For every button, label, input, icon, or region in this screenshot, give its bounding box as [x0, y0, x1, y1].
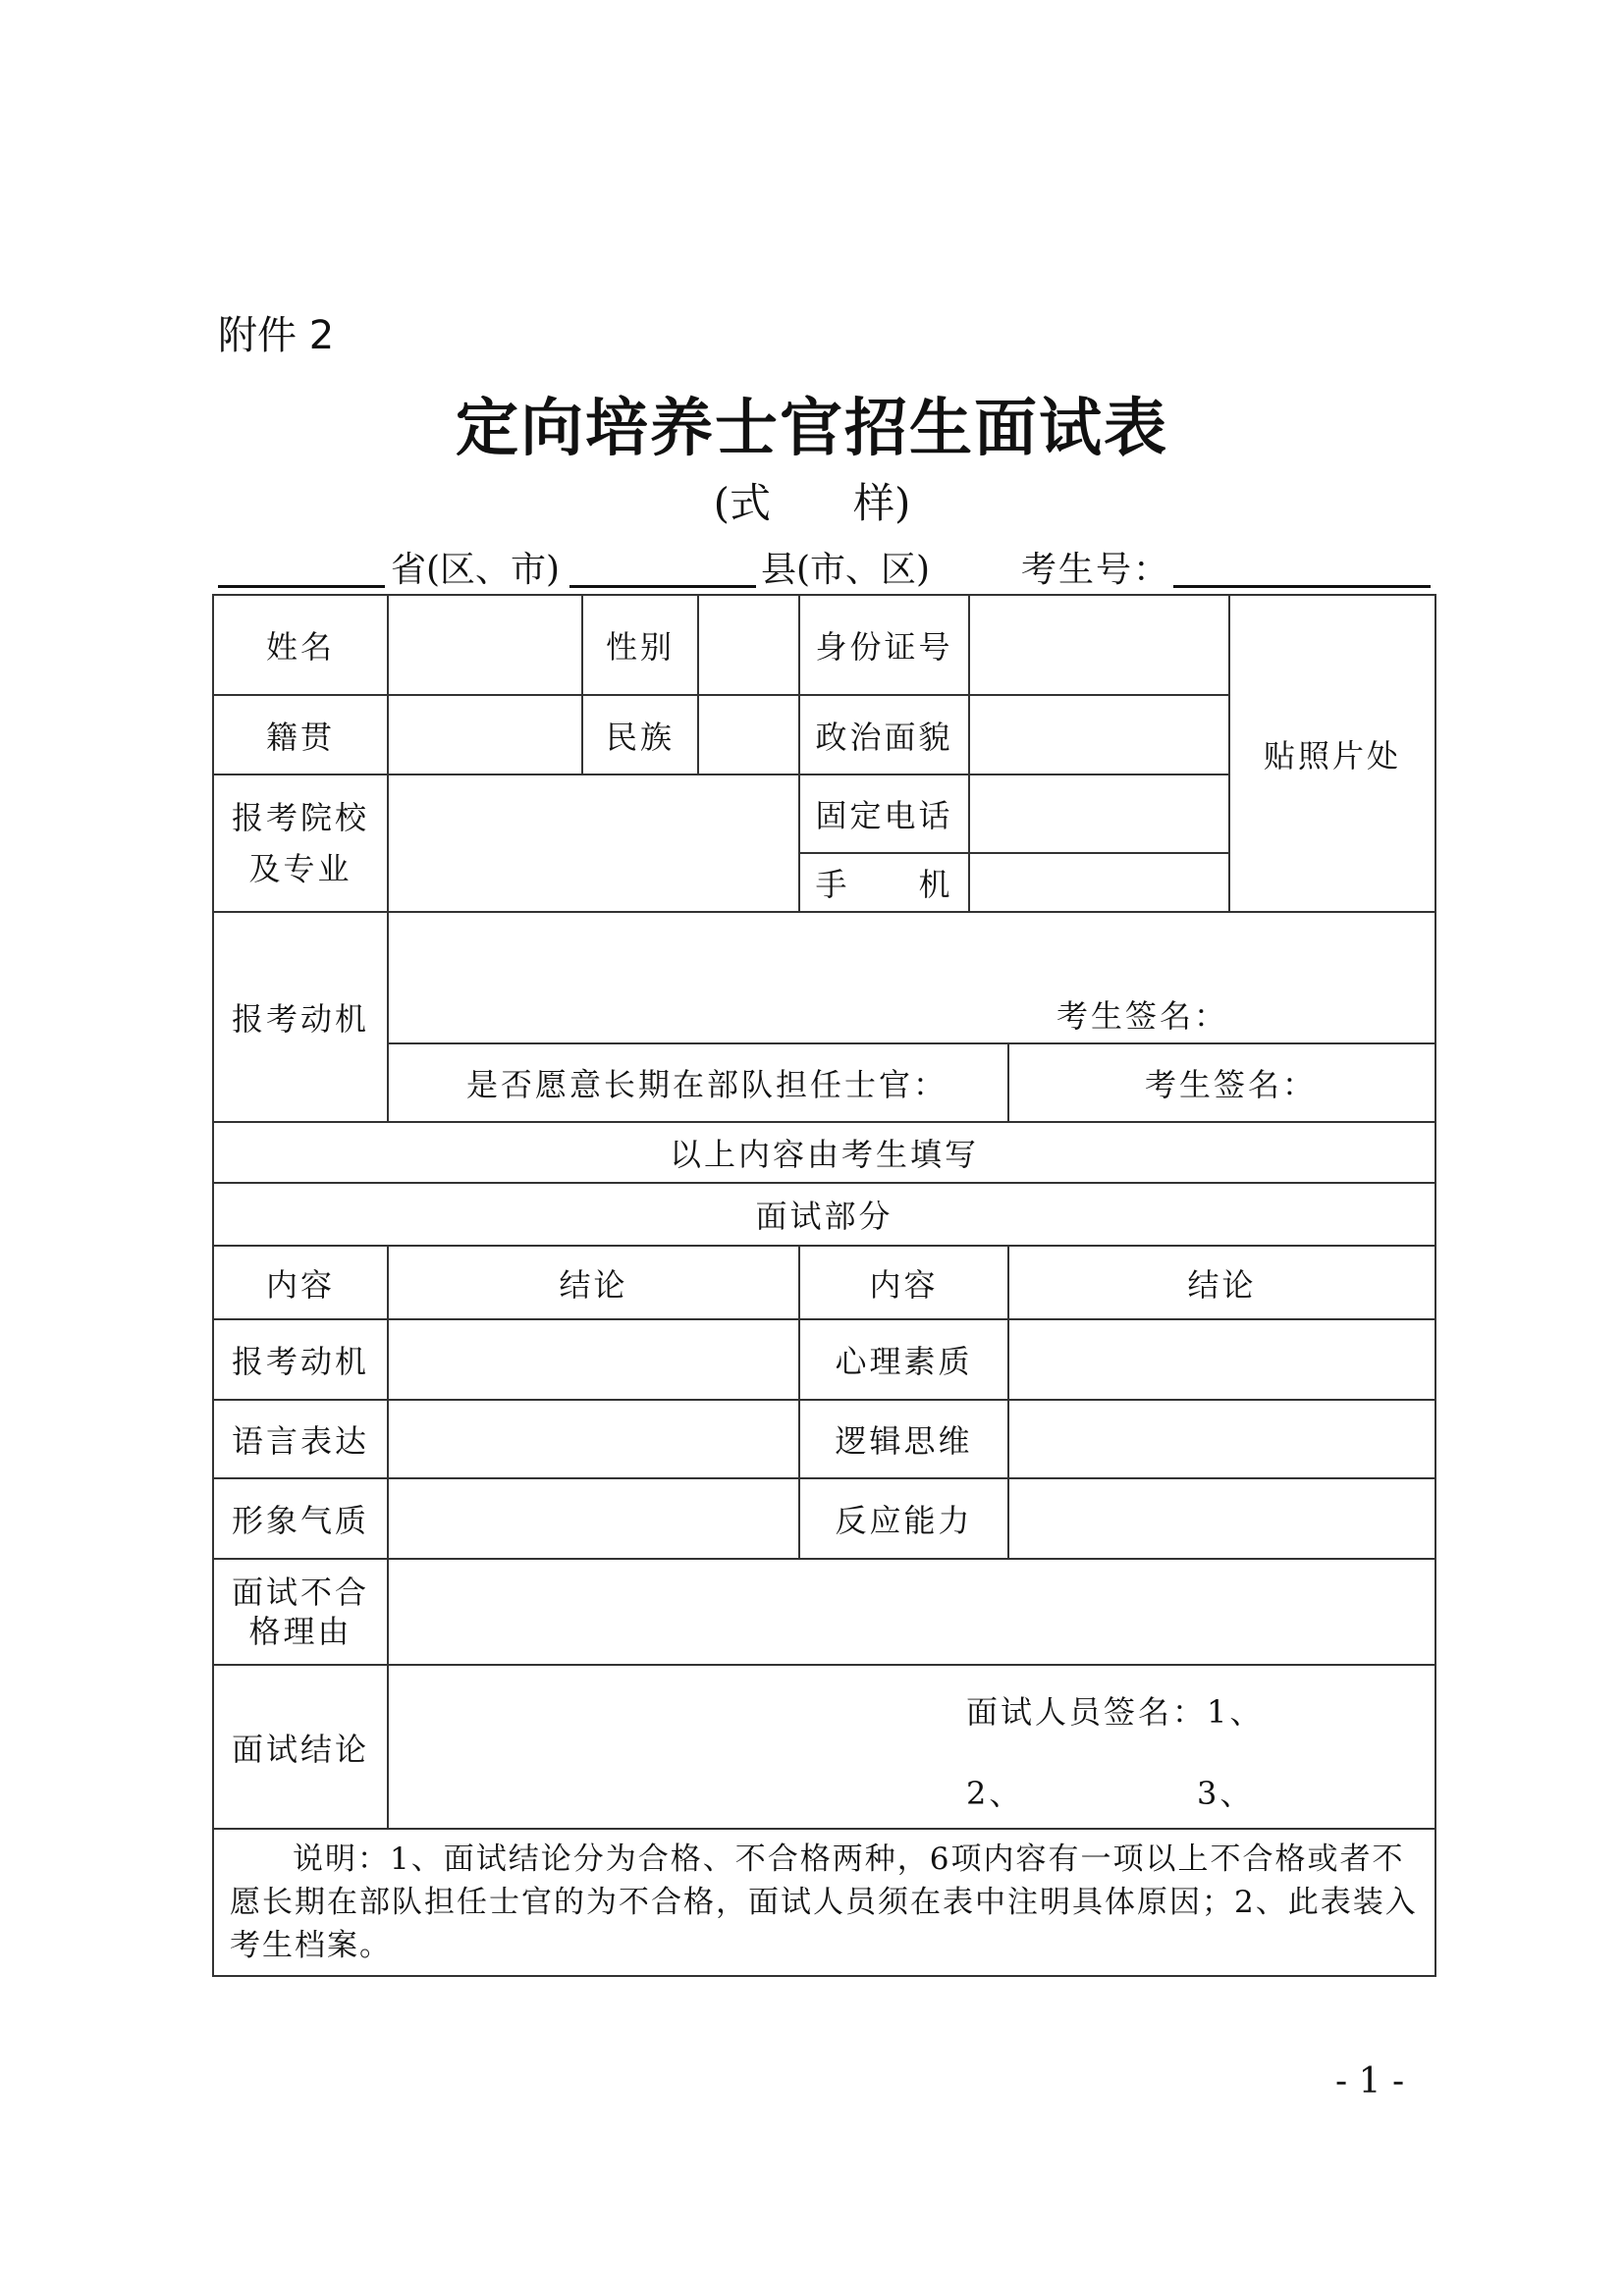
- page-title: 定向培养士官招生面试表: [456, 393, 1168, 465]
- fail-reason-line2: 格理由: [248, 1613, 352, 1650]
- native-place-field[interactable]: [388, 695, 582, 774]
- candidate-signature2-label: 考生签名：: [1008, 1043, 1435, 1122]
- interview-form-table: [212, 594, 1436, 1977]
- interviewer-signature-label: 面试人员签名：1、: [966, 1693, 1265, 1731]
- filled-by-candidate-note: 以上内容由考生填写: [213, 1122, 1435, 1183]
- item-reaction-field[interactable]: [1008, 1478, 1435, 1559]
- landline-field[interactable]: [969, 774, 1229, 853]
- school-label-line2: 及专业: [248, 850, 352, 887]
- school-label: [213, 774, 388, 912]
- item-motivation-field[interactable]: [388, 1319, 799, 1400]
- province-blank[interactable]: [218, 585, 385, 588]
- exam-no-label: 考生号：: [1021, 550, 1171, 590]
- willing-long-term-label: 是否愿意长期在部队担任士官：: [388, 1043, 1008, 1122]
- item-language-label: 语言表达: [213, 1400, 388, 1478]
- photo-area: 贴照片处: [1229, 595, 1435, 912]
- item-psychology-label: 心理素质: [799, 1319, 1008, 1400]
- motivation-label: 报考动机: [213, 912, 388, 1122]
- conclusion-header: 结论: [388, 1246, 799, 1319]
- item-logic-label: 逻辑思维: [799, 1400, 1008, 1478]
- county-blank[interactable]: [569, 585, 756, 588]
- item-logic-field[interactable]: [1008, 1400, 1435, 1478]
- exam-no-blank[interactable]: [1173, 585, 1431, 588]
- attachment-label: 附件 2: [218, 313, 335, 358]
- motivation-field[interactable]: [388, 912, 1435, 1043]
- fail-reason-field[interactable]: [388, 1559, 1435, 1665]
- content-header-2: 内容: [799, 1246, 1008, 1319]
- political-status-field[interactable]: [969, 695, 1229, 774]
- id-number-label: 身份证号: [799, 595, 969, 695]
- item-reaction-label: 反应能力: [799, 1478, 1008, 1559]
- fail-reason-line1: 面试不合: [231, 1574, 369, 1611]
- native-place-label: 籍贯: [213, 695, 388, 774]
- ethnicity-field[interactable]: [698, 695, 799, 774]
- mobile-field[interactable]: [969, 853, 1229, 912]
- county-suffix: 县(市、区): [761, 550, 931, 590]
- page-subtitle: (式 样): [713, 479, 911, 527]
- mobile-label: 手 机: [799, 853, 969, 912]
- name-label: 姓名: [213, 595, 388, 695]
- explanation-note: 说明：1、面试结论分为合格、不合格两种，6项内容有一项以上不合格或者不愿长期在部队担任士官的为不合格，面试人员须在表中注明具体原因；2、此表装入考生档案。: [213, 1829, 1435, 1976]
- content-header: 内容: [213, 1246, 388, 1319]
- interview-section-heading: 面试部分: [213, 1183, 1435, 1246]
- interviewer-3-label: 3、: [1197, 1775, 1255, 1812]
- item-language-field[interactable]: [388, 1400, 799, 1478]
- interviewer-2-label: 2、: [966, 1775, 1024, 1812]
- item-image-field[interactable]: [388, 1478, 799, 1559]
- province-suffix: 省(区、市): [391, 550, 561, 590]
- political-status-label: 政治面貌: [799, 695, 969, 774]
- item-motivation-label: 报考动机: [213, 1319, 388, 1400]
- landline-label: 固定电话: [799, 774, 969, 853]
- gender-field[interactable]: [698, 595, 799, 695]
- item-psychology-field[interactable]: [1008, 1319, 1435, 1400]
- id-number-field[interactable]: [969, 595, 1229, 695]
- school-label-line1: 报考院校: [231, 799, 369, 836]
- interview-conclusion-label: 面试结论: [213, 1665, 388, 1829]
- page-number: - 1 -: [1335, 2061, 1405, 2102]
- name-field[interactable]: [388, 595, 582, 695]
- item-image-label: 形象气质: [213, 1478, 388, 1559]
- school-field[interactable]: [388, 774, 799, 912]
- ethnicity-label: 民族: [582, 695, 698, 774]
- candidate-signature-label: 考生签名：: [1056, 997, 1228, 1035]
- fail-reason-label: [213, 1559, 388, 1665]
- interview-conclusion-field[interactable]: [388, 1665, 1435, 1829]
- conclusion-header-2: 结论: [1008, 1246, 1435, 1319]
- gender-label: 性别: [582, 595, 698, 695]
